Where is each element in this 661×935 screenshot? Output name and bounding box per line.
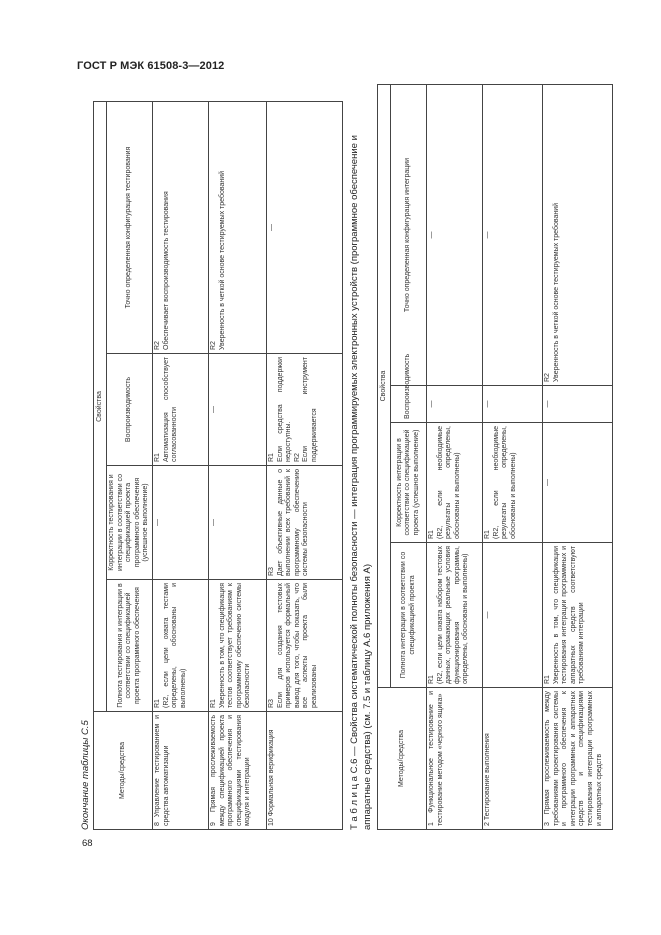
cell-repeatability: R1 Если средства поддержки недоступны. R2 Если инструмент поддерживается xyxy=(266,354,342,466)
cell-method: 10 Формальная верификация xyxy=(266,712,342,830)
cell-config: R2 Уверенность в четкой основе тестируемых требований xyxy=(543,85,613,386)
cell-correctness: — xyxy=(152,466,208,580)
col-header-config: Точно определенная конфигурация интеграции xyxy=(391,85,427,386)
table-row xyxy=(427,85,483,830)
col-header-correctness: Корректность тестирования и интеграции в соответствии со спецификацией проекта программного обеспечения (успешное выполнение) xyxy=(107,466,153,580)
cell-repeatability: — xyxy=(208,354,266,466)
cell-completeness: — xyxy=(483,543,543,688)
document-header: ГОСТ Р МЭК 61508-3—2012 xyxy=(77,60,225,72)
cell-repeatability: — xyxy=(427,386,483,423)
cell-config: R2 Обеспечивает воспроизводимость тестирования xyxy=(152,102,208,354)
cell-method: 9 Прямая прослеживаемость между спецификацией проекта программного обеспечения и спецификациями тестирования модуля и интеграции xyxy=(208,712,266,830)
col-header-repeatability: Воспроизводимость xyxy=(391,386,427,423)
table-c5 xyxy=(93,101,343,830)
table-row xyxy=(543,85,613,830)
col-header-correctness: Корректность интеграции в соответствии со спецификацией проекта (успешное выполнение) xyxy=(391,423,427,543)
cell-method: 8 Управление тестированием и средства автоматизации xyxy=(152,712,208,830)
table-row xyxy=(483,85,543,830)
cell-completeness: R1 (R2, если цели охвата тестами определены, обоснованы и выполнены) xyxy=(152,580,208,712)
cell-completeness: R1 Уверенность в том, что спецификация тестов соответствует требованиям к программному обеспечению системы безопасности xyxy=(208,580,266,712)
cell-method: 2 Тестирование выполнения xyxy=(483,688,543,830)
cell-repeatability: — xyxy=(483,386,543,423)
col-header-completeness: Полнота тестирования и интеграции в соответствии со спецификацией проекта программного обеспечения xyxy=(107,580,153,712)
col-header-completeness: Полнота интеграции в соответствии со спецификацией проекта xyxy=(391,543,427,688)
cell-repeatability: — xyxy=(543,386,613,423)
cell-completeness: R1 (R2, если цели охвата набором тестовых данных, отражающих реальные условия функционирования программы, определены, обоснованы и выполнены) xyxy=(427,543,483,688)
group-header-properties: Свойства xyxy=(378,85,391,688)
cell-correctness: R1 (R2, если необходимые результаты определены, обоснованы и выполнены) xyxy=(427,423,483,543)
table-row xyxy=(208,102,266,830)
cell-config: R2 Уверенность в четкой основе тестируемых требований xyxy=(208,102,266,354)
cell-config: — xyxy=(483,85,543,386)
table-row xyxy=(266,102,342,830)
col-header-repeatability: Воспроизводимость xyxy=(107,354,153,466)
cell-repeatability: R1 Автоматизация способствует согласованности xyxy=(152,354,208,466)
cell-config: — xyxy=(266,102,342,354)
group-header-properties: Свойства xyxy=(94,102,107,712)
cell-completeness: R3 Если для создания тестовых примеров используется формальный вывод для того, чтобы показать, что все аспекты проекта были реализованы xyxy=(266,580,342,712)
table-c6-caption: Т а б л и ц а С.6 — Свойства систематической полноты безопасности — интеграция программируемых электронных устройств (программное обеспечение и аппаратные средства) (см. 7.5 и таблицу А.6 приложения А) xyxy=(349,135,373,830)
cell-config: — xyxy=(427,85,483,386)
col-header-config: Точно определенная конфигурация тестирования xyxy=(107,102,153,354)
cell-correctness: — xyxy=(208,466,266,580)
col-header-methods: Методы/средства xyxy=(378,688,427,830)
continuation-caption: Окончание таблицы С.5 xyxy=(80,720,91,830)
cell-method: 1 Функциональное тестирование и тестирование методом «черного ящика» xyxy=(427,688,483,830)
cell-completeness: R1 Уверенность в том, что спецификации тестирования интеграции программных и аппаратных средств соответствуют требованиям интеграции xyxy=(543,543,613,688)
table-c6 xyxy=(377,84,613,830)
cell-correctness: R3 Дает объективные данные о выполнении всех требований к программному обеспечению системы безопасности xyxy=(266,466,342,580)
page-number: 68 xyxy=(82,838,93,849)
cell-correctness: — xyxy=(543,423,613,543)
cell-method: 3 Прямая прослеживаемость между требованиями проектирования системы и программного обеспечения к интеграции программных и аппаратных средств и спецификациями тестирования интеграции программных и аппаратных средств xyxy=(543,688,613,830)
table-row xyxy=(152,102,208,830)
rotated-content xyxy=(80,85,620,830)
col-header-methods: Методы/средства xyxy=(94,712,153,830)
cell-correctness: R1 (R2, если необходимые результаты определены, обоснованы и выполнены) xyxy=(483,423,543,543)
